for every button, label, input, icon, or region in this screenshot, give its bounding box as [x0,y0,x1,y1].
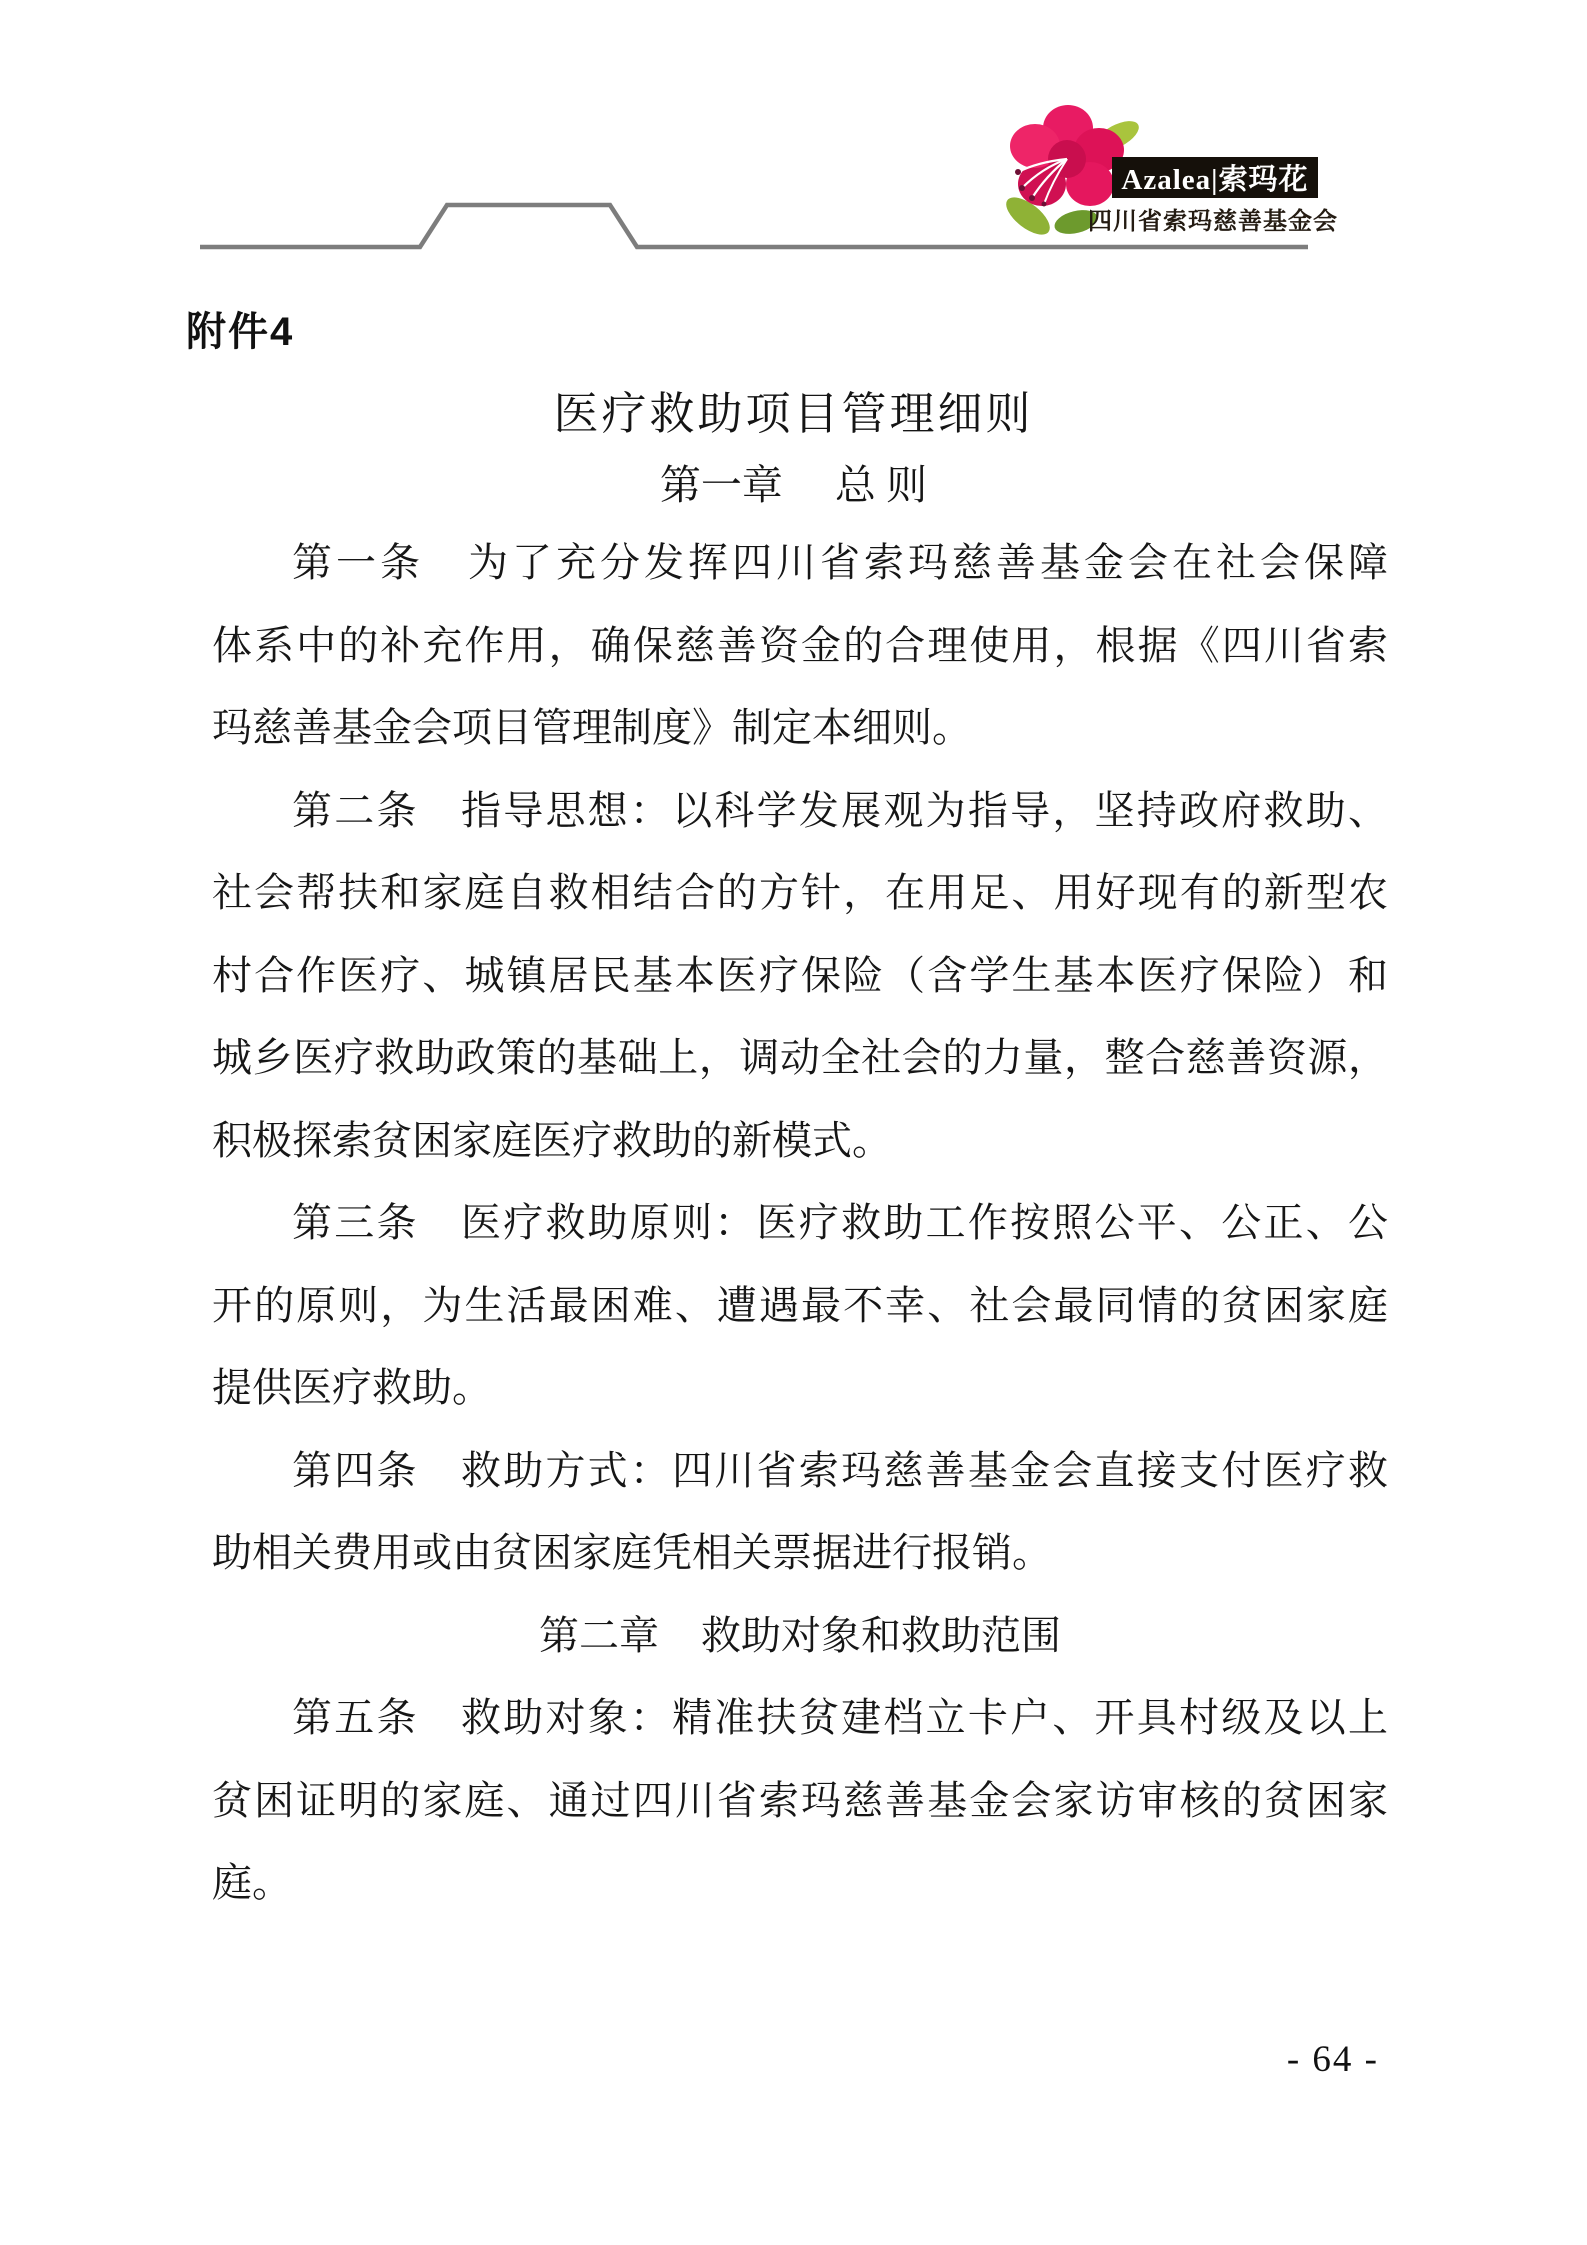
stamen-tip [1042,202,1047,207]
body-line: 开的原则，为生活最困难、遭遇最不幸、社会最同情的贫困家庭 [212,1282,1388,1328]
stamen-tip [1019,185,1025,191]
body-line: 社会帮扶和家庭自救相结合的方针，在用足、用好现有的新型农 [212,870,1388,915]
chapter-1-heading [0,452,1587,511]
body-line: 玛慈善基金会项目管理制度》制定本细则。 [212,705,972,750]
body-line: 城乡医疗救助政策的基础上，调动全社会的力量，整合慈善资源， [212,1035,1388,1080]
body-line: 庭。 [212,1860,292,1905]
attachment-label: 附件4 [186,310,295,354]
body-line: 贫困证明的家庭、通过四川省索玛慈善基金会家访审核的贫困家 [212,1777,1388,1823]
body-line: 第一条 为了充分发挥四川省索玛慈善基金会在社会保障 [292,540,1388,585]
chapter-2-heading [212,1595,1388,1678]
body-line: 提供医疗救助。 [212,1365,492,1410]
body-line: 积极探索贫困家庭医疗救助的新模式。 [212,1117,892,1163]
body-line: 村合作医疗、城镇居民基本医疗保险（含学生基本医疗保险）和 [212,952,1388,998]
logo-subtitle: 四川省索玛慈善基金会 [1088,208,1338,235]
chapter-2-title: 救助对象和救助范围 [701,1612,1061,1658]
body-line: 第三条 医疗救助原则：医疗救助工作按照公平、公正、公 [292,1200,1388,1245]
body-line: 第五条 救助对象：精准扶贫建档立卡户、开具村级及以上 [292,1695,1388,1740]
body-line: 体系中的补充作用，确保慈善资金的合理使用，根据《四川省索 [212,622,1388,668]
body-line: 第四条 救助方式：四川省索玛慈善基金会直接支付医疗救 [292,1447,1388,1493]
page-number: - 64 - [1286,2039,1379,2080]
logo-banner-text: Azalea|索玛花 [1121,164,1309,196]
chapter-2-number: 第二章 [539,1612,659,1658]
header-rule [0,0,1587,270]
body-line: 助相关费用或由贫困家庭凭相关票据进行报销。 [212,1530,1052,1575]
stamen-tip [1029,195,1035,201]
stamen-tip [1015,169,1021,175]
chapter-1-title: 总 则 [834,462,928,508]
page-title: 医疗救助项目管理细则 [553,389,1034,439]
document-body [212,522,1388,1925]
logo-banner [1112,157,1318,198]
chapter-1-number: 第一章 [659,462,783,508]
body-line: 第二条 指导思想：以科学发展观为指导，坚持政府救助、 [292,787,1388,833]
